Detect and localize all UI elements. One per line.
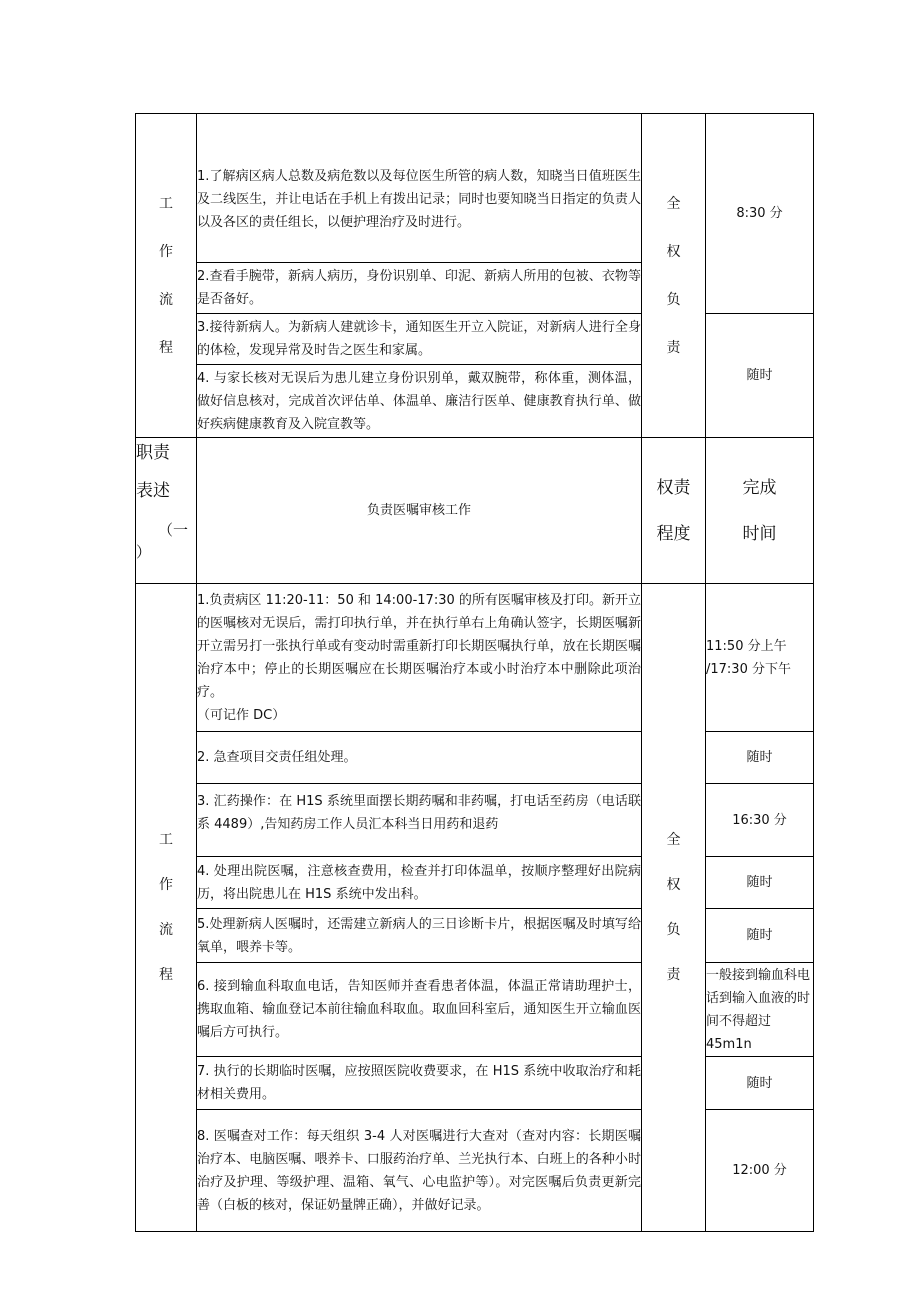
duty-label: 职责 表述 （一 ）: [136, 438, 197, 584]
section2-time-5: 随时: [706, 909, 814, 963]
section2-workflow-label: 工 作 流 程: [136, 584, 197, 1232]
section2-time-1: 11:50 分上午 /17:30 分下午: [706, 584, 814, 732]
section2-time-3: 16:30 分: [706, 784, 814, 857]
section1-workflow-label: 工 作 流 程: [136, 114, 197, 438]
section2-item-7: 7. 执行的长期临时医嘱，应按照医院收费要求，在 H1S 系统中收取治疗和耗材相关费用。: [197, 1057, 642, 1110]
time-header: 完成 时间: [706, 438, 814, 584]
section1-authority: 全 权 负 责: [642, 114, 706, 438]
section2-item-1: 1.负责病区 11:20-11：50 和 14:00-17:30 的所有医嘱审核及打印。新开立的医嘱核对无误后，需打印执行单，并在执行单右上角确认签字，长期医嘱新开立需另打一张执行单或有变动时需重新打印长期医嘱执行单，放在长期医嘱治疗本中；停止的长期医嘱应在长期医嘱治疗本或小时治疗本中删除此项治疗。 （可记作 DC）: [197, 584, 642, 732]
section1-item-2: 2.查看手腕带，新病人病历，身份识别单、印泥、新病人所用的包被、衣物等是否备好。: [197, 263, 642, 314]
job-description-table: [135, 113, 814, 1232]
section2-time-7: 随时: [706, 1057, 814, 1110]
section2-time-4: 随时: [706, 857, 814, 909]
section2-item-5: 5.处理新病人医嘱时，还需建立新病人的三日诊断卡片，根据医嘱及时填写给氧单，喂养卡等。: [197, 909, 642, 963]
section2-time-6: 一般接到输血科电话到输入血液的时间不得超过45m1n: [706, 963, 814, 1057]
section2-item-4: 4. 处理出院医嘱，注意核查费用，检查并打印体温单，按顺序整理好出院病历，将出院患儿在 H1S 系统中发出科。: [197, 857, 642, 909]
section2-item-2: 2. 急查项目交责任组处理。: [197, 732, 642, 784]
section1-item-4: 4. 与家长核对无误后为患儿建立身份识别单，戴双腕带，称体重，测体温，做好信息核对，完成首次评估单、体温单、廉洁行医单、健康教育执行单、做好疾病健康教育及入院宣教等。: [197, 365, 642, 438]
authority-header: 权责 程度: [642, 438, 706, 584]
section2-authority: 全 权 负 责: [642, 584, 706, 1232]
section1-time-1: 8:30 分: [706, 114, 814, 314]
section1-time-2: 随时: [706, 314, 814, 438]
section1-item-3: 3.接待新病人。为新病人建就诊卡，通知医生开立入院证，对新病人进行全身的体检，发现异常及时告之医生和家属。: [197, 314, 642, 365]
duty-title: 负责医嘱审核工作: [197, 438, 642, 584]
section2-time-8: 12:00 分: [706, 1110, 814, 1232]
section2-time-2: 随时: [706, 732, 814, 784]
section2-item-8: 8. 医嘱查对工作：每天组织 3-4 人对医嘱进行大查对（查对内容：长期医嘱治疗本、电脑医嘱、喂养卡、口服药治疗单、兰光执行本、白班上的各种小时治疗及护理、等级护理、温箱、氧气、心电监护等）。对完医嘱后负责更新完善（白板的核对，保证奶量牌正确），并做好记录。: [197, 1110, 642, 1232]
section2-item-6: 6. 接到输血科取血电话，告知医师并查看患者体温，体温正常请助理护士，携取血箱、输血登记本前往输血科取血。取血回科室后，通知医生开立输血医嘱后方可执行。: [197, 963, 642, 1057]
section1-item-1: 1.了解病区病人总数及病危数以及每位医生所管的病人数，知晓当日值班医生及二线医生，并让电话在手机上有拨出记录；同时也要知晓当日指定的负责人以及各区的责任组长，以便护理治疗及时进行。: [197, 114, 642, 263]
section2-item-3: 3. 汇药操作：在 H1S 系统里面摆长期药嘱和非药嘱，打电话至药房（电话联系 4489）,告知药房工作人员汇本科当日用药和退药: [197, 784, 642, 857]
